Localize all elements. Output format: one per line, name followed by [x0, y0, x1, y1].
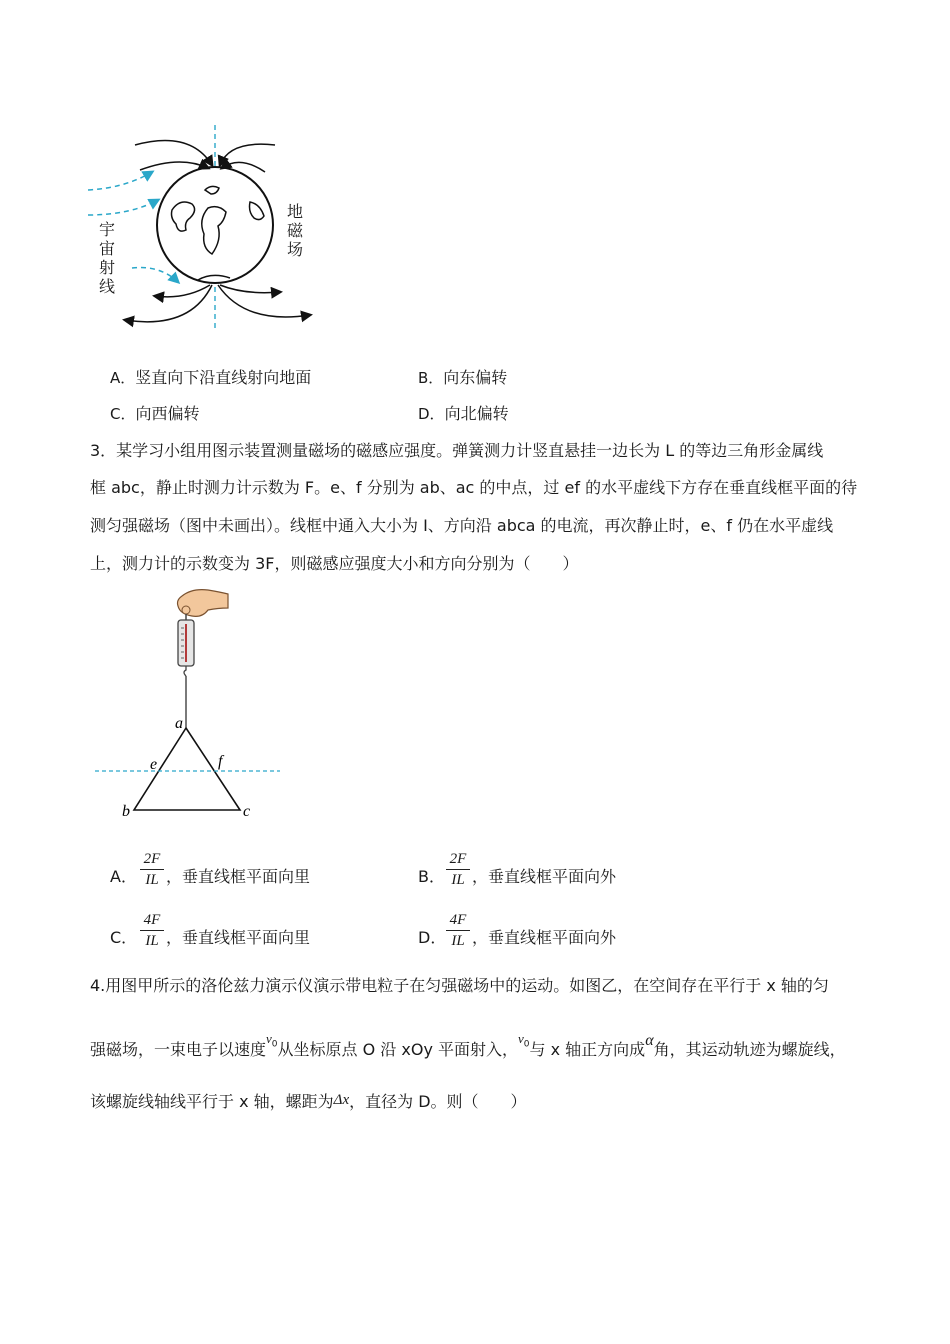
- q3-line-3: 测匀强磁场（图中未画出）。线框中通入大小为 I、方向沿 abca 的电流，再次静止时，e、f 仍在水平虚线: [90, 516, 834, 535]
- label-c: c: [243, 803, 251, 820]
- q2-option-d: [418, 404, 509, 424]
- v0-subscript: 0: [523, 1039, 530, 1050]
- option-letter: C．: [110, 405, 136, 423]
- earth-magnetic-field-figure: [80, 120, 320, 340]
- label-b: b: [122, 803, 130, 820]
- q3-option-a-fraction: [140, 850, 164, 889]
- q3-option-d-text: ，垂直线框平面向外: [472, 928, 617, 947]
- fraction-denominator: IL: [145, 933, 159, 949]
- v0-symbol-2: [518, 1031, 530, 1050]
- q4-line-2-part-b: 从坐标原点 O 沿 xOy 平面射入，: [277, 1040, 519, 1059]
- q4-line-3: [90, 1092, 527, 1113]
- spring-scale-triangle-figure: [90, 588, 290, 820]
- q3-option-d-fraction: [446, 911, 470, 950]
- option-text: 向东偏转: [443, 368, 508, 387]
- q4-line-2: [90, 1031, 846, 1067]
- q4-line-3-part-a: 该螺旋线轴线平行于 x 轴，螺距为: [90, 1092, 334, 1111]
- label-f: f: [218, 753, 223, 770]
- q3-option-c-letter: C．: [110, 928, 138, 947]
- option-letter: D．: [418, 405, 445, 423]
- fraction-denominator: IL: [451, 933, 465, 949]
- v0-subscript: 0: [271, 1039, 278, 1050]
- alpha-symbol: α: [645, 1032, 654, 1049]
- q3-option-a-letter: A．: [110, 867, 137, 886]
- option-text: 向北偏转: [444, 404, 509, 423]
- v0-letter: v: [518, 1031, 524, 1046]
- q3-option-b-letter: B．: [418, 867, 445, 886]
- q2-option-b: [418, 368, 507, 388]
- q3-line-4: 上，测力计的示数变为 3F，则磁感应强度大小和方向分别为（ ）: [90, 554, 579, 573]
- q3-option-c-fraction: [140, 911, 164, 950]
- option-letter: A．: [110, 369, 136, 387]
- q3-line-2: 框 abc，静止时测力计示数为 F。e、f 分别为 ab、ac 的中点，过 ef 的水平虚线下方存在垂直线框平面的待: [90, 478, 858, 497]
- label-a: a: [175, 715, 183, 732]
- option-text: 竖直向下沿直线射向地面: [135, 368, 312, 387]
- q4-line-2-part-d: 角，其运动轨迹为螺旋线，: [653, 1040, 846, 1059]
- delta-x-symbol: Δx: [333, 1092, 350, 1108]
- label-magnetic-field: 地磁场: [286, 202, 303, 259]
- fraction-numerator: 4F: [449, 912, 467, 928]
- q4-line-1: 4.用图甲所示的洛伦兹力演示仪演示带电粒子在匀强磁场中的运动。如图乙，在空间存在平行于 x 轴的匀: [90, 976, 829, 995]
- q4-line-3-part-b: ，直径为 D。则（ ）: [349, 1092, 527, 1111]
- q3-line-1: 3．某学习小组用图示装置测量磁场的磁感应强度。弹簧测力计竖直悬挂一边长为 L 的等边三角形金属线: [90, 441, 824, 460]
- q3-option-b-fraction: [446, 850, 470, 889]
- q2-option-c: [110, 404, 200, 424]
- label-cosmic-ray: 宇宙射线: [98, 220, 115, 296]
- fraction-numerator: 2F: [449, 851, 467, 867]
- option-text: 向西偏转: [135, 404, 200, 423]
- q3-option-a-text: ，垂直线框平面向里: [166, 867, 311, 886]
- fraction-numerator: 2F: [143, 851, 161, 867]
- q3-option-c-text: ，垂直线框平面向里: [166, 928, 311, 947]
- fraction-numerator: 4F: [143, 912, 161, 928]
- q2-option-a: [110, 368, 311, 388]
- v0-symbol: [266, 1031, 278, 1050]
- q3-option-d-letter: D．: [418, 928, 447, 947]
- q4-line-2-part-c: 与 x 轴正方向成: [529, 1040, 646, 1059]
- spring-scale-icon: [178, 614, 194, 676]
- q3-option-b-text: ，垂直线框平面向外: [472, 867, 617, 886]
- q4-line-2-part-a: 强磁场，一束电子以速度: [90, 1040, 267, 1059]
- fraction-denominator: IL: [145, 872, 159, 888]
- v0-letter: v: [266, 1031, 272, 1046]
- fraction-denominator: IL: [451, 872, 465, 888]
- label-e: e: [150, 756, 158, 773]
- option-letter: B．: [418, 369, 444, 387]
- hand-icon: [178, 590, 229, 617]
